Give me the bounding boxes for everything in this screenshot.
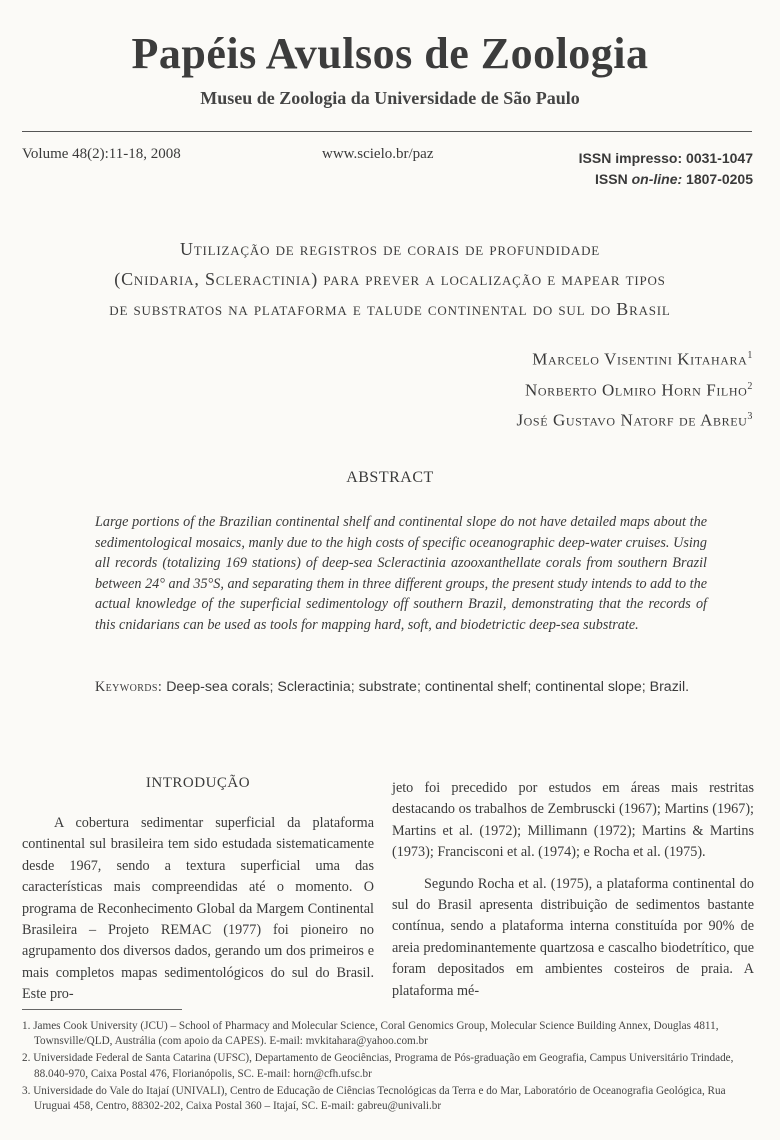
article-title-line: Utilização de registros de corais de profundidade [179,239,601,259]
journal-title: Papéis Avulsos de Zoologia [131,29,649,78]
keywords [95,677,707,698]
abstract-heading: ABSTRACT [346,469,434,486]
issn-online-value: 1807-0205 [686,171,753,187]
author [516,373,753,404]
article-title-line: de substratos na plataforma e talude continental do sul do Brasil [109,299,671,319]
author-affiliation-mark: 1 [747,350,753,361]
journal-url[interactable]: www.scielo.br/paz [322,146,434,162]
article-title [28,234,752,324]
article-title-line: (Cnidaria, Scleractinia) para prever a localização e mapear tipos [114,269,666,289]
footnote: 3. Universidade do Vale do Itajaí (UNIVALI), Centro de Educação de Ciências Tecnológicas da Terra e do Mar, Laboratório de Oceanografia Geológica, Rua Uruguai 458, Centro, 88302-202, Caixa Postal 360 – Itajaí, SC. E-mail: gabreu@univali.br [22,1084,726,1113]
author-affiliation-mark: 2 [747,380,753,392]
footnote-divider [22,1009,182,1010]
header-divider [22,131,752,132]
keywords-list: Deep-sea corals; Scleractinia; substrate; continental shelf; continental slope; Brazil. [166,679,690,695]
author-name: Norberto Olmiro Horn Filho [525,380,748,400]
issn-print: ISSN impresso: 0031-1047 [578,150,753,166]
abstract-text: Large portions of the Brazilian continental shelf and continental slope do not have detailed maps about the sedimentological mosaics, manly due to the high costs of specific oceanographic deep-water cruises. Using all records (totalizing 169 stations) of deep-sea Scleractinia azooxanthellate corals from southern Brazil between 24° and 35°S, and separating them in three different groups, the present study intends to add to the actual knowledge of the superficial sedimentology off southern Brazil, demonstrating that the records of this cnidarians can be used as tools for mapping hard, soft, and biodetrictic deep-sea substrate. [95,514,707,633]
issn-online-prefix: ISSN [595,171,628,187]
paragraph: A cobertura sedimentar superficial da plataforma continental sul brasileira tem sido estudada sistematicamente desde 1967, sendo a textura superficial uma das características mais compreendidas até o momento. O programa de Reconhecimento Global da Margem Continental Brasileira – Projeto REMAC (1977) foi pioneiro no agrupamento dos diversos dados, gerando um dos primeiros e mais completos mapas sedimentológicos do sul do Brasil. Este pro- [22,815,374,1003]
paragraph: jeto foi precedido por estudos em áreas mais restritas destacando os trabalhos de Zembruscki (1967); Martins (1967); Martins et al. (1972); Millimann (1972); Martins & Martins (1973); Francisconi et al. (1974); e Rocha et al. (1975). [392,780,754,861]
museum-name: Museu de Zoologia da Universidade de São Paulo [200,88,580,108]
author [516,342,753,373]
issn-block [579,148,753,190]
keywords-label: Keywords: [95,679,163,695]
author-name: José Gustavo Natorf de Abreu [516,410,748,430]
author-name: Marcelo Visentini Kitahara [532,349,748,369]
footnote: 2. Universidade Federal de Santa Catarina (UFSC), Departamento de Geociências, Programa de Pós-graduação em Geografia, Campus Universitário Trindade, 88.040-970, Caixa Postal 476, Florianópolis, SC. E-mail: horn@cfh.ufsc.br [22,1052,734,1080]
volume-info: Volume 48(2):11-18, 2008 [22,146,181,162]
footnote: 1. James Cook University (JCU) – School of Pharmacy and Molecular Science, Coral Genomics Group, Molecular Science Building Annex, Douglas 4811, Townsville/QLD, Austrália (com apoio da CAPES). E-mail: mvkitahara@yahoo.com.br [22,1020,719,1048]
author [516,403,753,434]
right-column [392,778,754,1002]
author-list [516,342,753,434]
paragraph: Segundo Rocha et al. (1975), a plataforma continental do sul do Brasil apresenta distribuição de sedimentos bastante contínua, sendo a plataforma interna constituída por 90% de areia predominantemente quartzosa e cascalho biodetrítico, que foram depositados em ambientes costeiros de praia. A plataforma mé- [392,875,754,999]
issn-online [579,169,753,190]
left-column [22,813,374,1006]
footnotes [22,1019,754,1116]
author-affiliation-mark: 3 [747,411,753,423]
introduction-heading: INTRODUÇÃO [145,775,251,791]
issn-online-label: on-line: [631,171,683,187]
